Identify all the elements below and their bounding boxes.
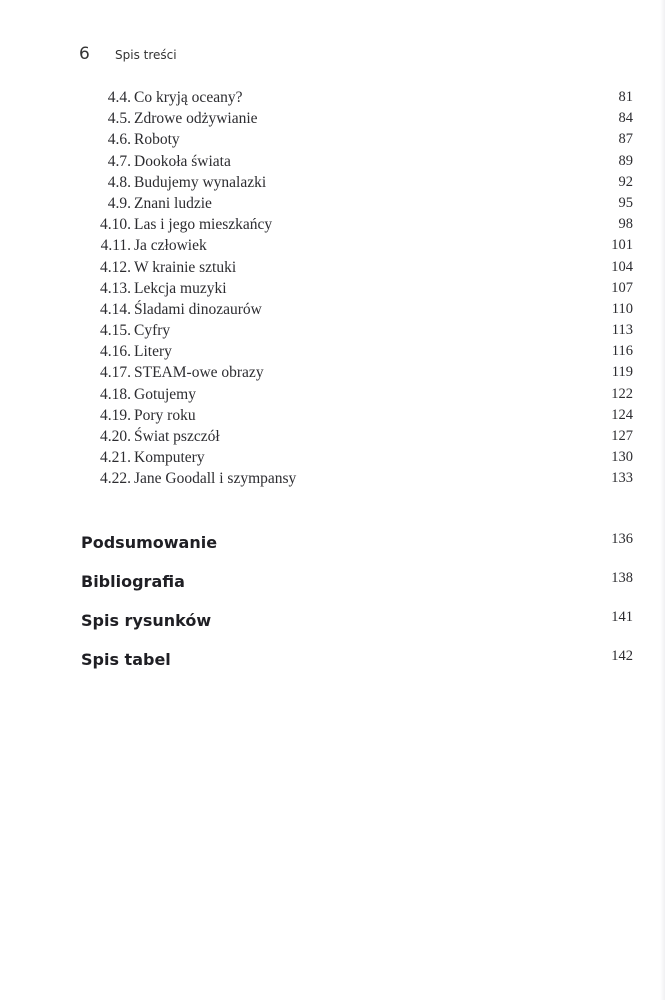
toc-main-entry[interactable] — [0, 606, 665, 645]
toc-entry-number: 4.19. — [100, 406, 131, 424]
toc-entry-title: Jane Goodall i szympansy — [134, 470, 297, 488]
toc-entry-title: Zdrowe odżywianie — [134, 110, 258, 128]
toc-entry-title: Litery — [134, 343, 172, 361]
toc-entry-page: 127 — [611, 428, 633, 444]
toc-entry[interactable] — [0, 257, 665, 278]
toc-entry[interactable] — [0, 468, 665, 489]
toc-entry-number: 4.10. — [100, 216, 131, 234]
toc-entry-title: Świat pszczół — [134, 428, 220, 445]
toc-entry-page: 110 — [611, 300, 633, 317]
toc-entry-page: 122 — [611, 385, 633, 402]
toc-entry-title: Śladami dinozaurów — [134, 300, 262, 318]
page-number: 6 — [79, 44, 90, 64]
running-header — [79, 44, 177, 68]
toc-entry[interactable] — [0, 320, 665, 341]
toc-entry-number: 4.9. — [107, 194, 131, 212]
toc-entry-page: 113 — [611, 322, 633, 339]
toc-main-entry-page: 138 — [611, 570, 633, 586]
toc-entry[interactable] — [0, 299, 665, 320]
toc-entry-page: 104 — [611, 258, 633, 275]
toc-entry-number: 4.6. — [107, 131, 131, 149]
toc-entry-title: STEAM-owe obrazy — [134, 364, 264, 382]
toc-entry[interactable] — [0, 384, 665, 405]
toc-main-entry-title: Spis rysunków — [81, 611, 212, 630]
toc-entry-number: 4.14. — [100, 300, 131, 318]
toc-entry-title: Pory roku — [134, 406, 196, 424]
toc-entry-page: 107 — [611, 279, 633, 296]
toc-entry-page: 89 — [618, 152, 633, 169]
toc-entry-title: Komputery — [134, 449, 205, 467]
toc-entry-page: 119 — [611, 364, 633, 381]
toc-entry-number: 4.15. — [100, 322, 131, 340]
toc-entry-page: 84 — [618, 110, 633, 127]
toc-entry-title: Budujemy wynalazki — [134, 173, 267, 191]
toc-entry-number: 4.5. — [107, 110, 131, 128]
toc-entry-page: 92 — [618, 173, 633, 190]
toc-entry-title: Las i jego mieszkańcy — [134, 216, 273, 234]
toc-entry-title: Roboty — [134, 131, 180, 149]
toc-entry-number: 4.7. — [107, 152, 131, 170]
toc-entry-page: 95 — [618, 194, 633, 211]
toc-entry[interactable] — [0, 129, 665, 150]
toc-entry[interactable] — [0, 426, 665, 447]
toc-main-entry[interactable] — [0, 645, 665, 684]
toc-entry-number: 4.17. — [100, 364, 131, 382]
toc-entry-page: 116 — [611, 343, 633, 360]
toc-entry-page: 98 — [618, 216, 633, 233]
toc-entry[interactable] — [0, 447, 665, 468]
toc-entry-title: Znani ludzie — [134, 194, 212, 212]
toc-entry-title: Gotujemy — [134, 385, 196, 403]
toc-entry[interactable] — [0, 172, 665, 193]
toc-entry-number: 4.4. — [107, 89, 131, 106]
toc-entry-title: Co kryją oceany? — [134, 89, 243, 106]
toc-main-entry[interactable] — [0, 567, 665, 606]
toc-main-entry-title: Bibliografia — [81, 572, 185, 591]
toc-entry-title: Lekcja muzyki — [134, 279, 227, 297]
toc-entry[interactable] — [0, 405, 665, 426]
toc-entry-page: 130 — [611, 449, 633, 466]
toc-entry[interactable] — [0, 193, 665, 214]
toc-entry[interactable] — [0, 235, 665, 256]
toc-entry[interactable] — [0, 151, 665, 172]
toc-entry[interactable] — [0, 362, 665, 383]
toc-entry[interactable] — [0, 214, 665, 235]
toc-main-entry-page: 136 — [611, 531, 633, 547]
toc-main-entry-title: Spis tabel — [81, 650, 171, 669]
toc-entry-number: 4.16. — [100, 343, 131, 361]
toc-entry-page: 124 — [611, 406, 633, 423]
toc-entry-page: 101 — [611, 237, 633, 254]
toc-main-entry-page: 142 — [611, 648, 633, 664]
toc-entry-title: Ja człowiek — [134, 237, 207, 255]
toc-entry[interactable] — [0, 87, 665, 108]
toc-entry-number: 4.20. — [100, 428, 131, 445]
toc-main-entry-title: Podsumowanie — [81, 533, 218, 552]
toc-main-entry-page: 141 — [611, 609, 633, 625]
toc-entry-number: 4.21. — [100, 449, 131, 467]
toc-entry-number: 4.8. — [107, 173, 131, 191]
toc-entry-title: Dookoła świata — [134, 152, 231, 170]
toc-entry-number: 4.22. — [100, 470, 131, 488]
toc-subsection-list — [0, 87, 665, 490]
toc-entry-number: 4.13. — [100, 279, 131, 297]
toc-entry-title: Cyfry — [134, 322, 171, 340]
toc-entry[interactable] — [0, 108, 665, 129]
toc-entry-number: 4.11. — [100, 237, 131, 255]
toc-main-entry[interactable] — [0, 528, 665, 567]
toc-main-list — [0, 528, 665, 684]
toc-entry-title: W krainie sztuki — [134, 258, 237, 276]
toc-entry[interactable] — [0, 278, 665, 299]
header-title: Spis treści — [115, 48, 177, 62]
toc-entry[interactable] — [0, 341, 665, 362]
toc-entry-page: 87 — [618, 131, 633, 148]
toc-entry-number: 4.12. — [100, 258, 131, 276]
toc-entry-number: 4.18. — [100, 385, 131, 403]
toc-entry-page: 133 — [611, 470, 633, 487]
toc-entry-page: 81 — [618, 89, 633, 105]
